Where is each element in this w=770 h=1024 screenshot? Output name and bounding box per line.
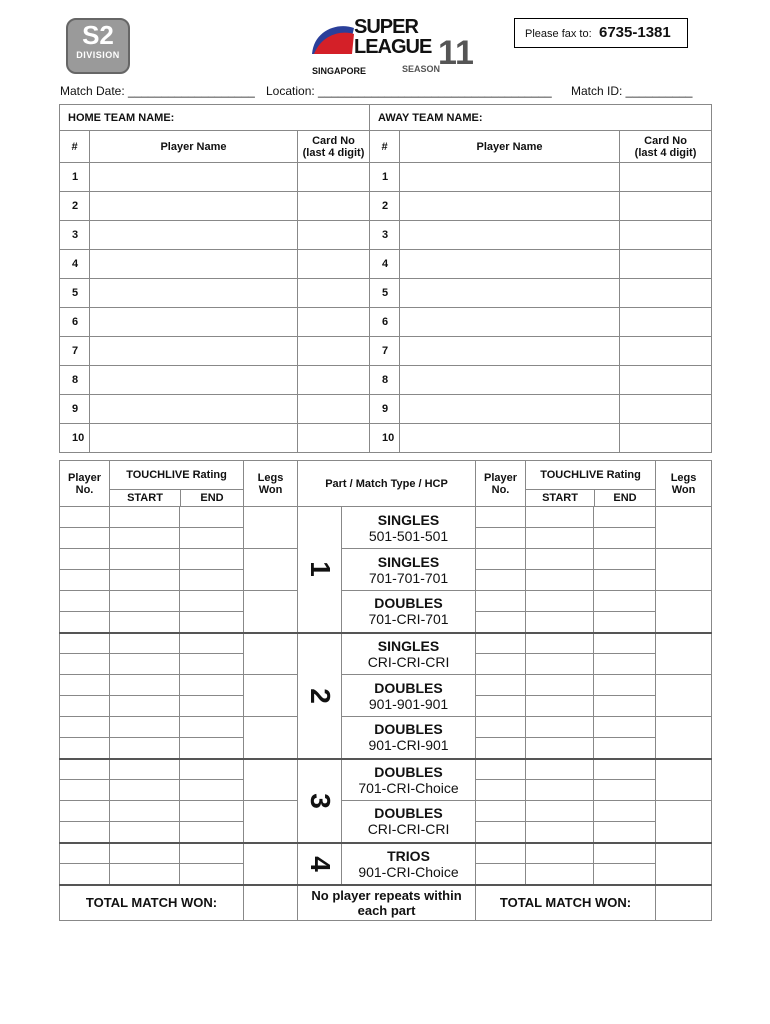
home-total-value[interactable]: [244, 885, 298, 921]
score-player-row: [60, 549, 712, 570]
home-player-no-cell[interactable]: [60, 780, 110, 801]
roster-row: [60, 308, 712, 337]
roster-table: [59, 104, 712, 453]
home-card-no-cell[interactable]: [298, 192, 370, 221]
away-end-cell[interactable]: [594, 528, 656, 549]
away-end-cell[interactable]: [594, 675, 656, 696]
home-end-cell[interactable]: [180, 528, 244, 549]
logo-super-text: SUPER: [354, 16, 418, 38]
super-league-logo: [308, 14, 474, 78]
away-row-number: 4: [370, 250, 400, 279]
home-legs-won-cell[interactable]: [244, 507, 298, 549]
match-type-cell: [342, 549, 476, 591]
roster-row: [60, 337, 712, 366]
away-total-value[interactable]: [656, 885, 712, 921]
match-hcp: 901-CRI-Choice: [358, 863, 459, 880]
away-legs-won-cell[interactable]: [656, 717, 712, 759]
away-end-cell[interactable]: [594, 570, 656, 591]
away-row-number: 6: [370, 308, 400, 337]
match-type-cell: [342, 801, 476, 843]
part-match-type-header: Part / Match Type / HCP: [298, 461, 476, 507]
away-rating-header: TOUCHLIVE Rating START END: [526, 461, 656, 507]
away-player-name-cell[interactable]: [400, 424, 620, 453]
away-start-cell[interactable]: [526, 528, 594, 549]
away-player-name-cell[interactable]: [400, 366, 620, 395]
away-end-cell[interactable]: [594, 633, 656, 654]
score-player-row: [60, 591, 712, 612]
roster-row: [60, 279, 712, 308]
home-col-player: Player Name: [90, 131, 298, 163]
home-player-no-cell[interactable]: [60, 591, 110, 612]
away-legs-won-cell[interactable]: [656, 591, 712, 633]
away-player-no-cell[interactable]: [476, 675, 526, 696]
away-player-no-cell[interactable]: [476, 654, 526, 675]
fax-number: 6735-1381: [599, 24, 671, 41]
away-start-cell[interactable]: [526, 843, 594, 864]
score-player-row: [60, 507, 712, 528]
away-start-cell[interactable]: [526, 696, 594, 717]
match-hcp: CRI-CRI-CRI: [367, 821, 450, 838]
away-player-no-cell[interactable]: [476, 864, 526, 885]
score-player-row: [60, 759, 712, 780]
roster-row: [60, 221, 712, 250]
home-card-no-cell[interactable]: [298, 424, 370, 453]
away-player-name-cell[interactable]: [400, 279, 620, 308]
away-start-cell[interactable]: [526, 864, 594, 885]
roster-row: [60, 192, 712, 221]
away-player-no-cell[interactable]: [476, 528, 526, 549]
match-type-cell: [342, 507, 476, 549]
division-badge-code: S2: [82, 20, 114, 50]
match-hcp: 701-CRI-701: [368, 611, 449, 628]
part-number: 1: [304, 561, 336, 578]
home-player-no-cell[interactable]: [60, 696, 110, 717]
home-start-cell[interactable]: [110, 570, 180, 591]
away-legs-won-cell[interactable]: [656, 843, 712, 885]
home-start-cell[interactable]: [110, 507, 180, 528]
home-player-name-cell[interactable]: [90, 424, 298, 453]
away-start-cell[interactable]: [526, 801, 594, 822]
home-legs-won-cell[interactable]: [244, 801, 298, 843]
home-start-cell[interactable]: [110, 633, 180, 654]
away-end-cell[interactable]: [594, 591, 656, 612]
home-end-cell[interactable]: [180, 843, 244, 864]
home-end-cell[interactable]: [180, 801, 244, 822]
away-player-no-cell[interactable]: [476, 549, 526, 570]
home-legs-won-cell[interactable]: [244, 759, 298, 801]
home-card-no-cell[interactable]: [298, 221, 370, 250]
away-start-cell[interactable]: [526, 759, 594, 780]
home-start-cell[interactable]: [110, 675, 180, 696]
division-badge-label: DIVISION: [76, 50, 120, 60]
score-player-row: [60, 717, 712, 738]
home-player-name-cell[interactable]: [90, 192, 298, 221]
away-card-no-cell[interactable]: [620, 163, 712, 192]
away-start-cell[interactable]: [526, 633, 594, 654]
logo-season-number: 11: [438, 34, 474, 72]
away-legs-won-cell[interactable]: [656, 549, 712, 591]
home-start-header: START: [110, 490, 181, 506]
location-field[interactable]: Location: ___________________________________: [266, 84, 552, 98]
home-row-number: 1: [60, 163, 90, 192]
home-row-number: 4: [60, 250, 90, 279]
home-card-no-cell[interactable]: [298, 250, 370, 279]
home-end-cell[interactable]: [180, 822, 244, 843]
match-hcp: CRI-CRI-CRI: [367, 653, 450, 670]
home-start-cell[interactable]: [110, 654, 180, 675]
home-row-number: 2: [60, 192, 90, 221]
home-end-cell[interactable]: [180, 780, 244, 801]
home-col-card: Card No (last 4 digit): [298, 131, 370, 163]
away-player-name-cell[interactable]: [400, 308, 620, 337]
part-number-cell: [298, 759, 342, 843]
away-player-no-cell[interactable]: [476, 696, 526, 717]
home-end-cell[interactable]: [180, 507, 244, 528]
home-player-no-cell[interactable]: [60, 549, 110, 570]
home-end-cell[interactable]: [180, 570, 244, 591]
away-player-no-cell[interactable]: [476, 633, 526, 654]
home-row-number: 6: [60, 308, 90, 337]
home-player-no-cell[interactable]: [60, 843, 110, 864]
away-card-no-cell[interactable]: [620, 221, 712, 250]
part-number: 3: [304, 792, 336, 809]
home-start-cell[interactable]: [110, 822, 180, 843]
roster-row: [60, 163, 712, 192]
away-col-player: Player Name: [400, 131, 620, 163]
match-type-cell: [342, 843, 476, 885]
away-card-no-cell[interactable]: [620, 366, 712, 395]
home-player-no-cell[interactable]: [60, 528, 110, 549]
home-team-name-label: HOME TEAM NAME:: [60, 105, 370, 131]
home-start-cell[interactable]: [110, 738, 180, 759]
home-player-no-cell[interactable]: [60, 822, 110, 843]
match-type-cell: [342, 633, 476, 675]
home-start-cell[interactable]: [110, 591, 180, 612]
away-player-no-cell[interactable]: [476, 759, 526, 780]
match-hcp: 901-901-901: [368, 695, 449, 712]
home-end-cell[interactable]: [180, 633, 244, 654]
away-start-header: START: [526, 490, 595, 506]
home-start-cell[interactable]: [110, 717, 180, 738]
away-card-no-cell[interactable]: [620, 424, 712, 453]
away-end-cell[interactable]: [594, 759, 656, 780]
match-type-cell: [342, 717, 476, 759]
home-card-no-cell[interactable]: [298, 279, 370, 308]
home-player-no-header: Player No.: [60, 461, 110, 507]
home-legs-won-cell[interactable]: [244, 717, 298, 759]
away-player-name-cell[interactable]: [400, 192, 620, 221]
away-start-cell[interactable]: [526, 612, 594, 633]
home-start-cell[interactable]: [110, 780, 180, 801]
away-player-no-cell[interactable]: [476, 591, 526, 612]
match-type: TRIOS: [387, 847, 430, 864]
no-repeat-note: No player repeats within each part: [298, 885, 476, 921]
home-player-no-cell[interactable]: [60, 864, 110, 885]
home-player-name-cell[interactable]: [90, 308, 298, 337]
away-start-cell[interactable]: [526, 549, 594, 570]
home-end-cell[interactable]: [180, 717, 244, 738]
away-legs-won-cell[interactable]: [656, 633, 712, 675]
home-card-no-cell[interactable]: [298, 337, 370, 366]
away-total-label: TOTAL MATCH WON:: [476, 885, 656, 921]
home-start-cell[interactable]: [110, 549, 180, 570]
home-player-name-cell[interactable]: [90, 395, 298, 424]
away-player-name-cell[interactable]: [400, 250, 620, 279]
away-card-no-cell[interactable]: [620, 250, 712, 279]
away-end-cell[interactable]: [594, 549, 656, 570]
home-end-cell[interactable]: [180, 591, 244, 612]
logo-league-text: LEAGUE: [354, 36, 432, 58]
away-end-cell[interactable]: [594, 801, 656, 822]
home-start-cell[interactable]: [110, 759, 180, 780]
away-row-number: 1: [370, 163, 400, 192]
match-id-field[interactable]: Match ID: __________: [571, 84, 693, 98]
match-type: DOUBLES: [374, 805, 443, 822]
home-player-no-cell[interactable]: [60, 507, 110, 528]
away-end-cell[interactable]: [594, 780, 656, 801]
part-number-cell: [298, 507, 342, 633]
division-badge: [66, 18, 130, 74]
away-legs-header: Legs Won: [656, 461, 712, 507]
away-player-no-header: Player No.: [476, 461, 526, 507]
away-player-no-cell[interactable]: [476, 780, 526, 801]
away-start-cell[interactable]: [526, 780, 594, 801]
away-player-no-cell[interactable]: [476, 507, 526, 528]
roster-row: [60, 395, 712, 424]
away-row-number: 3: [370, 221, 400, 250]
fax-box: [514, 18, 688, 48]
home-player-no-cell[interactable]: [60, 633, 110, 654]
home-player-name-cell[interactable]: [90, 337, 298, 366]
away-row-number: 2: [370, 192, 400, 221]
away-end-cell[interactable]: [594, 843, 656, 864]
home-row-number: 3: [60, 221, 90, 250]
match-type: SINGLES: [377, 637, 440, 654]
match-hcp: 701-CRI-Choice: [358, 779, 459, 796]
match-type-cell: [342, 759, 476, 801]
home-player-no-cell[interactable]: [60, 801, 110, 822]
home-player-no-cell[interactable]: [60, 717, 110, 738]
home-card-no-cell[interactable]: [298, 366, 370, 395]
score-player-row: [60, 801, 712, 822]
away-end-cell[interactable]: [594, 822, 656, 843]
away-end-cell[interactable]: [594, 507, 656, 528]
match-date-field[interactable]: Match Date: ___________________: [60, 84, 255, 98]
away-player-no-cell[interactable]: [476, 738, 526, 759]
match-type: DOUBLES: [374, 721, 443, 738]
home-player-no-cell[interactable]: [60, 759, 110, 780]
away-start-cell[interactable]: [526, 822, 594, 843]
away-row-number: 10: [370, 424, 400, 453]
part-number: 4: [304, 855, 336, 872]
roster-row: [60, 366, 712, 395]
match-type: DOUBLES: [374, 763, 443, 780]
roster-row: [60, 250, 712, 279]
away-row-number: 9: [370, 395, 400, 424]
away-end-cell[interactable]: [594, 612, 656, 633]
away-end-cell[interactable]: [594, 696, 656, 717]
home-legs-won-cell[interactable]: [244, 843, 298, 885]
match-hcp: 901-CRI-901: [368, 737, 449, 754]
home-legs-won-cell[interactable]: [244, 591, 298, 633]
home-col-num: #: [60, 131, 90, 163]
home-start-cell[interactable]: [110, 696, 180, 717]
home-end-cell[interactable]: [180, 675, 244, 696]
away-col-num: #: [370, 131, 400, 163]
away-legs-won-cell[interactable]: [656, 801, 712, 843]
home-start-cell[interactable]: [110, 864, 180, 885]
away-row-number: 8: [370, 366, 400, 395]
match-hcp: 701-701-701: [368, 569, 449, 586]
roster-row: [60, 424, 712, 453]
home-legs-header: Legs Won: [244, 461, 298, 507]
away-player-name-cell[interactable]: [400, 337, 620, 366]
away-end-header: END: [613, 492, 637, 504]
home-player-name-cell[interactable]: [90, 279, 298, 308]
home-end-cell[interactable]: [180, 759, 244, 780]
away-legs-won-cell[interactable]: [656, 675, 712, 717]
home-start-cell[interactable]: [110, 801, 180, 822]
home-start-cell[interactable]: [110, 528, 180, 549]
home-card-no-cell[interactable]: [298, 163, 370, 192]
scoresheet-table: [59, 460, 712, 921]
away-card-no-cell[interactable]: [620, 395, 712, 424]
away-start-cell[interactable]: [526, 591, 594, 612]
away-card-no-cell[interactable]: [620, 192, 712, 221]
away-player-no-cell[interactable]: [476, 570, 526, 591]
away-end-cell[interactable]: [594, 864, 656, 885]
away-legs-won-cell[interactable]: [656, 507, 712, 549]
home-start-cell[interactable]: [110, 843, 180, 864]
away-player-no-cell[interactable]: [476, 612, 526, 633]
away-player-no-cell[interactable]: [476, 822, 526, 843]
home-player-no-cell[interactable]: [60, 612, 110, 633]
home-player-no-cell[interactable]: [60, 738, 110, 759]
home-player-name-cell[interactable]: [90, 366, 298, 395]
home-player-no-cell[interactable]: [60, 675, 110, 696]
away-row-number: 7: [370, 337, 400, 366]
away-card-no-cell[interactable]: [620, 337, 712, 366]
home-player-name-cell[interactable]: [90, 221, 298, 250]
home-end-cell[interactable]: [180, 696, 244, 717]
score-player-row: [60, 675, 712, 696]
away-player-name-cell[interactable]: [400, 163, 620, 192]
home-row-number: 9: [60, 395, 90, 424]
home-row-number: 5: [60, 279, 90, 308]
home-card-no-cell[interactable]: [298, 395, 370, 424]
away-start-cell[interactable]: [526, 675, 594, 696]
away-start-cell[interactable]: [526, 654, 594, 675]
away-team-name-label: AWAY TEAM NAME:: [370, 105, 712, 131]
away-row-number: 5: [370, 279, 400, 308]
home-legs-won-cell[interactable]: [244, 549, 298, 591]
home-end-header: END: [200, 492, 224, 504]
home-card-no-cell[interactable]: [298, 308, 370, 337]
home-player-name-cell[interactable]: [90, 250, 298, 279]
away-end-cell[interactable]: [594, 654, 656, 675]
score-player-row: [60, 843, 712, 864]
part-number-cell: [298, 843, 342, 885]
home-row-number: 8: [60, 366, 90, 395]
match-type: SINGLES: [377, 511, 440, 528]
away-card-no-cell[interactable]: [620, 279, 712, 308]
away-card-no-cell[interactable]: [620, 308, 712, 337]
home-legs-won-cell[interactable]: [244, 675, 298, 717]
away-col-card: Card No (last 4 digit): [620, 131, 712, 163]
away-legs-won-cell[interactable]: [656, 759, 712, 801]
roster-header-row: [60, 131, 712, 163]
home-row-number: 10: [60, 424, 90, 453]
home-end-cell[interactable]: [180, 549, 244, 570]
home-player-no-cell[interactable]: [60, 570, 110, 591]
home-row-number: 7: [60, 337, 90, 366]
away-start-cell[interactable]: [526, 717, 594, 738]
logo-season-label: SEASON: [402, 64, 441, 74]
score-player-row: [60, 633, 712, 654]
match-type-cell: [342, 675, 476, 717]
away-player-no-cell[interactable]: [476, 843, 526, 864]
away-end-cell[interactable]: [594, 717, 656, 738]
home-end-cell[interactable]: [180, 864, 244, 885]
away-end-cell[interactable]: [594, 738, 656, 759]
match-type: DOUBLES: [374, 595, 443, 612]
match-hcp: 501-501-501: [368, 527, 449, 544]
away-player-name-cell[interactable]: [400, 221, 620, 250]
away-start-cell[interactable]: [526, 738, 594, 759]
total-row: [60, 885, 712, 921]
away-player-no-cell[interactable]: [476, 801, 526, 822]
match-type: DOUBLES: [374, 679, 443, 696]
match-type: SINGLES: [377, 553, 440, 570]
home-player-no-cell[interactable]: [60, 654, 110, 675]
home-total-label: TOTAL MATCH WON:: [60, 885, 244, 921]
home-start-cell[interactable]: [110, 612, 180, 633]
scoresheet-header-row: [60, 461, 712, 507]
home-end-cell[interactable]: [180, 654, 244, 675]
away-start-cell[interactable]: [526, 570, 594, 591]
away-player-name-cell[interactable]: [400, 395, 620, 424]
away-player-no-cell[interactable]: [476, 717, 526, 738]
logo-country: SINGAPORE: [312, 66, 367, 76]
home-rating-header: TOUCHLIVE Rating START END: [110, 461, 244, 507]
away-start-cell[interactable]: [526, 507, 594, 528]
match-type-cell: [342, 591, 476, 633]
part-number-cell: [298, 633, 342, 759]
part-number: 2: [304, 687, 336, 704]
home-end-cell[interactable]: [180, 612, 244, 633]
home-end-cell[interactable]: [180, 738, 244, 759]
home-player-name-cell[interactable]: [90, 163, 298, 192]
fax-label: Please fax to:: [525, 28, 592, 40]
home-legs-won-cell[interactable]: [244, 633, 298, 675]
